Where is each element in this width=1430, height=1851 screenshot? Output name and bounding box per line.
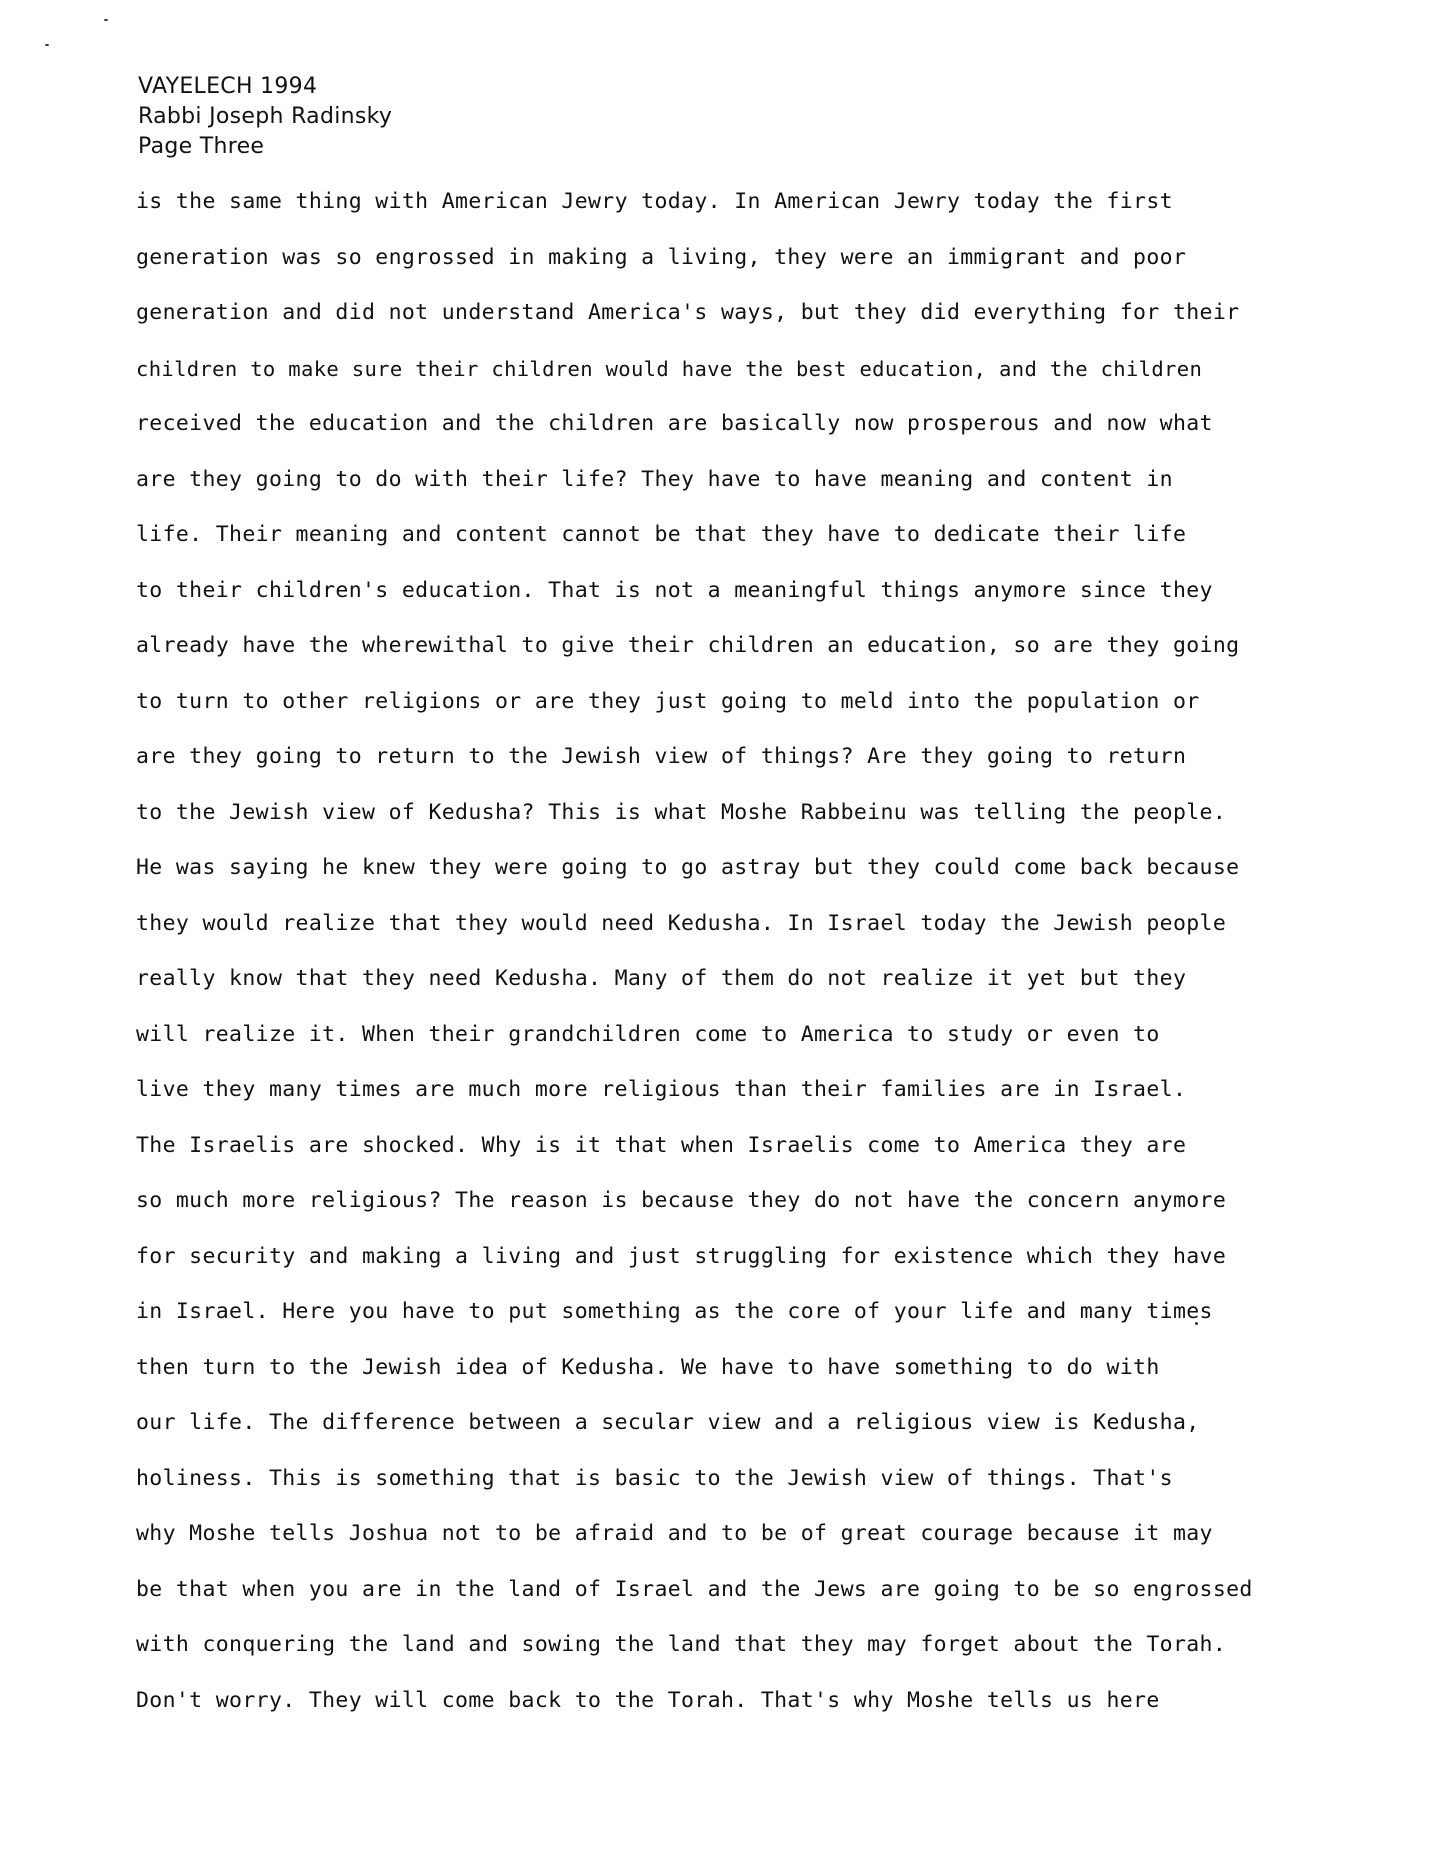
- text-line: are they going to do with their life? They have to have meaning and content in: [136, 466, 1173, 492]
- text-line: are they going to return to the Jewish view of things? Are they going to return: [136, 744, 1187, 769]
- text-line: with conquering the land and sowing the land that they may forget about the Torah.: [136, 1632, 1227, 1657]
- text-line: generation was so engrossed in making a living, they were an immigrant and poor: [136, 244, 1187, 270]
- text-line: be that when you are in the land of Israel and the Jews are going to be so engrossed: [136, 1576, 1253, 1602]
- text-line: really know that they need Kedusha. Many of them do not realize it yet but they: [136, 966, 1187, 991]
- text-line: He was saying he knew they were going to go astray but they could come back because: [136, 855, 1240, 880]
- text-line: then turn to the Jewish idea of Kedusha. We have to have something to do with: [136, 1354, 1160, 1380]
- text-line: why Moshe tells Joshua not to be afraid and to be of great courage because it may: [136, 1521, 1213, 1546]
- scan-speck: [45, 44, 49, 46]
- text-line: to their children's education. That is not a meaningful things anymore since they: [136, 577, 1213, 603]
- text-line: is the same thing with American Jewry today. In American Jewry today the first: [136, 189, 1173, 214]
- body-text: [136, 187, 1276, 1741]
- text-line: will realize it. When their grandchildren come to America to study or even to: [136, 1021, 1160, 1047]
- text-line: generation and did not understand America's ways, but they did everything for their: [136, 300, 1240, 325]
- text-line: in Israel. Here you have to put something as the core of your life and many times: [136, 1299, 1213, 1324]
- page-number: Page Three: [138, 134, 265, 159]
- text-line: received the education and the children are basically now prosperous and now what: [136, 411, 1213, 436]
- text-line: Don't worry. They will come back to the Torah. That's why Moshe tells us here: [136, 1687, 1160, 1713]
- text-line: for security and making a living and just struggling for existence which they have: [136, 1243, 1227, 1269]
- text-line: life. Their meaning and content cannot be that they have to dedicate their life: [136, 522, 1187, 547]
- text-line: so much more religious? The reason is because they do not have the concern anymore: [136, 1188, 1227, 1213]
- text-line: our life. The difference between a secular view and a religious view is Kedusha,: [136, 1410, 1200, 1435]
- sermon-title: VAYELECH 1994: [138, 74, 318, 99]
- text-line: to turn to other religions or are they just going to meld into the population or: [136, 688, 1200, 714]
- text-line: The Israelis are shocked. Why is it that when Israelis come to America they are: [136, 1132, 1187, 1158]
- text-line: live they many times are much more religious than their families are in Israel.: [136, 1077, 1187, 1102]
- page-header: [138, 72, 392, 162]
- text-line: holiness. This is something that is basic to the Jewish view of things. That's: [136, 1465, 1173, 1491]
- text-line: they would realize that they would need Kedusha. In Israel today the Jewish people: [136, 910, 1227, 936]
- text-line: children to make sure their children would have the best education, and the children: [136, 356, 1203, 381]
- author-name: Rabbi Joseph Radinsky: [138, 104, 393, 129]
- text-line: already have the wherewithal to give their children an education, so are they going: [136, 633, 1240, 658]
- scan-speck: [104, 19, 108, 21]
- text-line: to the Jewish view of Kedusha? This is what Moshe Rabbeinu was telling the people.: [136, 799, 1227, 825]
